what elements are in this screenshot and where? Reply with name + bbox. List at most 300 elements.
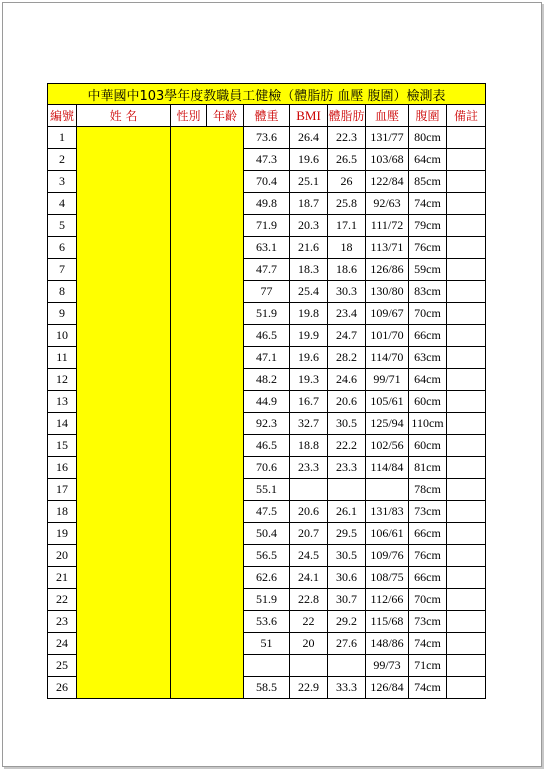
redacted-name-cell: [77, 655, 171, 677]
remarks-cell: [447, 545, 486, 567]
blood-pressure-cell: 92/63: [366, 193, 409, 215]
redacted-age-cell: [207, 193, 244, 215]
redacted-gender-cell: [171, 347, 207, 369]
redacted-age-cell: [207, 369, 244, 391]
table-row: [48, 303, 486, 325]
bmi-cell: 24.5: [290, 545, 328, 567]
table-row: [48, 479, 486, 501]
body-fat-cell: 29.5: [328, 523, 366, 545]
health-check-sheet: [47, 83, 486, 699]
body-fat-cell: 25.8: [328, 193, 366, 215]
header-age: 年齡: [207, 105, 244, 127]
weight-cell: 47.3: [244, 149, 290, 171]
redacted-name-cell: [77, 391, 171, 413]
row-number-cell: 1: [48, 127, 77, 149]
body-fat-cell: 30.5: [328, 545, 366, 567]
header-bmi: BMI: [290, 105, 328, 127]
blood-pressure-cell: 102/56: [366, 435, 409, 457]
blood-pressure-cell: 126/86: [366, 259, 409, 281]
body-fat-cell: 22.2: [328, 435, 366, 457]
redacted-gender-cell: [171, 611, 207, 633]
table-row: [48, 259, 486, 281]
bmi-cell: 22.8: [290, 589, 328, 611]
bmi-cell: 32.7: [290, 413, 328, 435]
blood-pressure-cell: [366, 479, 409, 501]
row-number-cell: 2: [48, 149, 77, 171]
redacted-gender-cell: [171, 193, 207, 215]
redacted-name-cell: [77, 193, 171, 215]
title-row: [48, 84, 486, 105]
waist-cell: 60cm: [409, 435, 447, 457]
blood-pressure-cell: 99/73: [366, 655, 409, 677]
header-weight: 體重: [244, 105, 290, 127]
table-row: [48, 457, 486, 479]
row-number-cell: 26: [48, 677, 77, 699]
redacted-name-cell: [77, 589, 171, 611]
redacted-name-cell: [77, 545, 171, 567]
waist-cell: 63cm: [409, 347, 447, 369]
redacted-name-cell: [77, 633, 171, 655]
blood-pressure-cell: 101/70: [366, 325, 409, 347]
redacted-age-cell: [207, 633, 244, 655]
remarks-cell: [447, 149, 486, 171]
bmi-cell: [290, 655, 328, 677]
body-fat-cell: 30.5: [328, 413, 366, 435]
body-fat-cell: 24.7: [328, 325, 366, 347]
remarks-cell: [447, 171, 486, 193]
table-row: [48, 171, 486, 193]
table-row: [48, 501, 486, 523]
redacted-gender-cell: [171, 171, 207, 193]
header-row: [48, 105, 486, 127]
bmi-cell: 18.3: [290, 259, 328, 281]
table-row: [48, 633, 486, 655]
redacted-age-cell: [207, 501, 244, 523]
bmi-cell: 19.9: [290, 325, 328, 347]
body-fat-cell: 30.7: [328, 589, 366, 611]
waist-cell: 81cm: [409, 457, 447, 479]
weight-cell: 70.4: [244, 171, 290, 193]
blood-pressure-cell: 130/80: [366, 281, 409, 303]
weight-cell: 47.5: [244, 501, 290, 523]
weight-cell: 50.4: [244, 523, 290, 545]
redacted-gender-cell: [171, 369, 207, 391]
blood-pressure-cell: 114/84: [366, 457, 409, 479]
waist-cell: 70cm: [409, 589, 447, 611]
waist-cell: 79cm: [409, 215, 447, 237]
waist-cell: 64cm: [409, 149, 447, 171]
table-row: [48, 391, 486, 413]
body-fat-cell: 23.4: [328, 303, 366, 325]
redacted-gender-cell: [171, 391, 207, 413]
row-number-cell: 16: [48, 457, 77, 479]
redacted-age-cell: [207, 677, 244, 699]
weight-cell: 47.7: [244, 259, 290, 281]
redacted-name-cell: [77, 479, 171, 501]
redacted-gender-cell: [171, 567, 207, 589]
redacted-gender-cell: [171, 523, 207, 545]
waist-cell: 60cm: [409, 391, 447, 413]
row-number-cell: 17: [48, 479, 77, 501]
bmi-cell: 16.7: [290, 391, 328, 413]
row-number-cell: 3: [48, 171, 77, 193]
remarks-cell: [447, 127, 486, 149]
bmi-cell: 24.1: [290, 567, 328, 589]
blood-pressure-cell: 109/76: [366, 545, 409, 567]
blood-pressure-cell: 131/83: [366, 501, 409, 523]
row-number-cell: 4: [48, 193, 77, 215]
body-fat-cell: 24.6: [328, 369, 366, 391]
row-number-cell: 5: [48, 215, 77, 237]
redacted-name-cell: [77, 237, 171, 259]
weight-cell: 77: [244, 281, 290, 303]
weight-cell: 47.1: [244, 347, 290, 369]
table-row: [48, 369, 486, 391]
body-fat-cell: 28.2: [328, 347, 366, 369]
redacted-gender-cell: [171, 413, 207, 435]
blood-pressure-cell: 114/70: [366, 347, 409, 369]
table-row: [48, 149, 486, 171]
row-number-cell: 11: [48, 347, 77, 369]
waist-cell: 76cm: [409, 237, 447, 259]
redacted-gender-cell: [171, 281, 207, 303]
weight-cell: 49.8: [244, 193, 290, 215]
weight-cell: 55.1: [244, 479, 290, 501]
redacted-age-cell: [207, 413, 244, 435]
redacted-gender-cell: [171, 589, 207, 611]
redacted-gender-cell: [171, 127, 207, 149]
remarks-cell: [447, 303, 486, 325]
redacted-age-cell: [207, 457, 244, 479]
blood-pressure-cell: 126/84: [366, 677, 409, 699]
redacted-name-cell: [77, 325, 171, 347]
remarks-cell: [447, 259, 486, 281]
redacted-name-cell: [77, 369, 171, 391]
weight-cell: 92.3: [244, 413, 290, 435]
table-row: [48, 281, 486, 303]
weight-cell: 48.2: [244, 369, 290, 391]
body-fat-cell: 30.6: [328, 567, 366, 589]
redacted-age-cell: [207, 325, 244, 347]
health-check-table: [47, 83, 486, 699]
bmi-cell: 20.3: [290, 215, 328, 237]
bmi-cell: 25.4: [290, 281, 328, 303]
redacted-age-cell: [207, 215, 244, 237]
weight-cell: 71.9: [244, 215, 290, 237]
redacted-age-cell: [207, 589, 244, 611]
weight-cell: 51.9: [244, 589, 290, 611]
blood-pressure-cell: 109/67: [366, 303, 409, 325]
table-row: [48, 215, 486, 237]
redacted-age-cell: [207, 149, 244, 171]
row-number-cell: 13: [48, 391, 77, 413]
blood-pressure-cell: 106/61: [366, 523, 409, 545]
redacted-name-cell: [77, 347, 171, 369]
body-fat-cell: 26.5: [328, 149, 366, 171]
row-number-cell: 20: [48, 545, 77, 567]
remarks-cell: [447, 193, 486, 215]
waist-cell: 85cm: [409, 171, 447, 193]
weight-cell: 56.5: [244, 545, 290, 567]
blood-pressure-cell: 103/68: [366, 149, 409, 171]
row-number-cell: 14: [48, 413, 77, 435]
redacted-gender-cell: [171, 435, 207, 457]
waist-cell: 66cm: [409, 325, 447, 347]
row-number-cell: 6: [48, 237, 77, 259]
redacted-name-cell: [77, 281, 171, 303]
bmi-cell: 20: [290, 633, 328, 655]
weight-cell: 51: [244, 633, 290, 655]
table-row: [48, 435, 486, 457]
redacted-name-cell: [77, 215, 171, 237]
bmi-cell: 20.7: [290, 523, 328, 545]
header-no: 編號: [48, 105, 77, 127]
remarks-cell: [447, 655, 486, 677]
row-number-cell: 23: [48, 611, 77, 633]
waist-cell: 74cm: [409, 193, 447, 215]
redacted-name-cell: [77, 523, 171, 545]
body-fat-cell: 30.3: [328, 281, 366, 303]
remarks-cell: [447, 435, 486, 457]
redacted-name-cell: [77, 435, 171, 457]
row-number-cell: 10: [48, 325, 77, 347]
blood-pressure-cell: 113/71: [366, 237, 409, 259]
weight-cell: 46.5: [244, 435, 290, 457]
bmi-cell: 22.9: [290, 677, 328, 699]
bmi-cell: 18.7: [290, 193, 328, 215]
redacted-age-cell: [207, 171, 244, 193]
remarks-cell: [447, 479, 486, 501]
redacted-age-cell: [207, 347, 244, 369]
waist-cell: 66cm: [409, 523, 447, 545]
weight-cell: 73.6: [244, 127, 290, 149]
header-blood-pressure: 血壓: [366, 105, 409, 127]
redacted-gender-cell: [171, 501, 207, 523]
redacted-age-cell: [207, 435, 244, 457]
remarks-cell: [447, 281, 486, 303]
bmi-cell: 22: [290, 611, 328, 633]
waist-cell: 74cm: [409, 633, 447, 655]
table-row: [48, 611, 486, 633]
table-row: [48, 347, 486, 369]
blood-pressure-cell: 131/77: [366, 127, 409, 149]
redacted-gender-cell: [171, 677, 207, 699]
redacted-name-cell: [77, 127, 171, 149]
table-row: [48, 677, 486, 699]
remarks-cell: [447, 611, 486, 633]
row-number-cell: 19: [48, 523, 77, 545]
table-row: [48, 589, 486, 611]
row-number-cell: 15: [48, 435, 77, 457]
remarks-cell: [447, 413, 486, 435]
redacted-name-cell: [77, 303, 171, 325]
waist-cell: 74cm: [409, 677, 447, 699]
redacted-gender-cell: [171, 545, 207, 567]
table-row: [48, 523, 486, 545]
redacted-name-cell: [77, 457, 171, 479]
blood-pressure-cell: 99/71: [366, 369, 409, 391]
bmi-cell: 20.6: [290, 501, 328, 523]
waist-cell: 73cm: [409, 611, 447, 633]
weight-cell: [244, 655, 290, 677]
row-number-cell: 25: [48, 655, 77, 677]
weight-cell: 44.9: [244, 391, 290, 413]
row-number-cell: 7: [48, 259, 77, 281]
remarks-cell: [447, 523, 486, 545]
body-fat-cell: 20.6: [328, 391, 366, 413]
redacted-age-cell: [207, 545, 244, 567]
blood-pressure-cell: 148/86: [366, 633, 409, 655]
redacted-gender-cell: [171, 633, 207, 655]
weight-cell: 58.5: [244, 677, 290, 699]
row-number-cell: 21: [48, 567, 77, 589]
redacted-name-cell: [77, 677, 171, 699]
redacted-gender-cell: [171, 457, 207, 479]
redacted-gender-cell: [171, 303, 207, 325]
header-waist: 腹圍: [409, 105, 447, 127]
row-number-cell: 18: [48, 501, 77, 523]
blood-pressure-cell: 115/68: [366, 611, 409, 633]
bmi-cell: 21.6: [290, 237, 328, 259]
redacted-age-cell: [207, 127, 244, 149]
bmi-cell: 19.6: [290, 347, 328, 369]
remarks-cell: [447, 457, 486, 479]
weight-cell: 46.5: [244, 325, 290, 347]
redacted-name-cell: [77, 149, 171, 171]
waist-cell: 64cm: [409, 369, 447, 391]
weight-cell: 53.6: [244, 611, 290, 633]
table-row: [48, 567, 486, 589]
waist-cell: 83cm: [409, 281, 447, 303]
remarks-cell: [447, 325, 486, 347]
bmi-cell: 25.1: [290, 171, 328, 193]
body-fat-cell: 29.2: [328, 611, 366, 633]
table-row: [48, 325, 486, 347]
remarks-cell: [447, 589, 486, 611]
body-fat-cell: 26.1: [328, 501, 366, 523]
weight-cell: 62.6: [244, 567, 290, 589]
header-name: 姓 名: [77, 105, 171, 127]
bmi-cell: 18.8: [290, 435, 328, 457]
redacted-age-cell: [207, 281, 244, 303]
remarks-cell: [447, 567, 486, 589]
remarks-cell: [447, 215, 486, 237]
redacted-gender-cell: [171, 259, 207, 281]
redacted-gender-cell: [171, 325, 207, 347]
weight-cell: 51.9: [244, 303, 290, 325]
weight-cell: 70.6: [244, 457, 290, 479]
blood-pressure-cell: 111/72: [366, 215, 409, 237]
redacted-name-cell: [77, 567, 171, 589]
row-number-cell: 9: [48, 303, 77, 325]
row-number-cell: 8: [48, 281, 77, 303]
bmi-cell: 19.8: [290, 303, 328, 325]
redacted-gender-cell: [171, 479, 207, 501]
redacted-age-cell: [207, 611, 244, 633]
redacted-age-cell: [207, 303, 244, 325]
waist-cell: 66cm: [409, 567, 447, 589]
row-number-cell: 24: [48, 633, 77, 655]
body-fat-cell: [328, 655, 366, 677]
waist-cell: 59cm: [409, 259, 447, 281]
redacted-name-cell: [77, 171, 171, 193]
header-gender: 性別: [171, 105, 207, 127]
table-row: [48, 413, 486, 435]
table-row: [48, 655, 486, 677]
body-fat-cell: 22.3: [328, 127, 366, 149]
redacted-age-cell: [207, 655, 244, 677]
weight-cell: 63.1: [244, 237, 290, 259]
bmi-cell: [290, 479, 328, 501]
body-fat-cell: 23.3: [328, 457, 366, 479]
waist-cell: 80cm: [409, 127, 447, 149]
remarks-cell: [447, 237, 486, 259]
blood-pressure-cell: 105/61: [366, 391, 409, 413]
redacted-name-cell: [77, 501, 171, 523]
redacted-age-cell: [207, 567, 244, 589]
redacted-gender-cell: [171, 149, 207, 171]
body-fat-cell: 27.6: [328, 633, 366, 655]
remarks-cell: [447, 369, 486, 391]
table-body: [48, 127, 486, 699]
redacted-gender-cell: [171, 237, 207, 259]
sheet-title: 中華國中103學年度教職員工健檢（體脂肪 血壓 腹圍）檢測表: [48, 84, 486, 105]
blood-pressure-cell: 122/84: [366, 171, 409, 193]
redacted-age-cell: [207, 259, 244, 281]
table-row: [48, 193, 486, 215]
table-row: [48, 127, 486, 149]
body-fat-cell: 33.3: [328, 677, 366, 699]
waist-cell: 78cm: [409, 479, 447, 501]
header-body-fat: 體脂肪: [328, 105, 366, 127]
body-fat-cell: 26: [328, 171, 366, 193]
blood-pressure-cell: 125/94: [366, 413, 409, 435]
body-fat-cell: 18.6: [328, 259, 366, 281]
redacted-name-cell: [77, 259, 171, 281]
redacted-name-cell: [77, 611, 171, 633]
waist-cell: 73cm: [409, 501, 447, 523]
waist-cell: 76cm: [409, 545, 447, 567]
remarks-cell: [447, 633, 486, 655]
bmi-cell: 26.4: [290, 127, 328, 149]
table-row: [48, 545, 486, 567]
redacted-age-cell: [207, 479, 244, 501]
remarks-cell: [447, 347, 486, 369]
remarks-cell: [447, 501, 486, 523]
header-remarks: 備註: [447, 105, 486, 127]
row-number-cell: 12: [48, 369, 77, 391]
waist-cell: 71cm: [409, 655, 447, 677]
waist-cell: 70cm: [409, 303, 447, 325]
remarks-cell: [447, 677, 486, 699]
remarks-cell: [447, 391, 486, 413]
blood-pressure-cell: 112/66: [366, 589, 409, 611]
redacted-age-cell: [207, 237, 244, 259]
bmi-cell: 19.6: [290, 149, 328, 171]
redacted-gender-cell: [171, 655, 207, 677]
waist-cell: 110cm: [409, 413, 447, 435]
bmi-cell: 23.3: [290, 457, 328, 479]
body-fat-cell: [328, 479, 366, 501]
bmi-cell: 19.3: [290, 369, 328, 391]
body-fat-cell: 18: [328, 237, 366, 259]
table-row: [48, 237, 486, 259]
redacted-age-cell: [207, 523, 244, 545]
row-number-cell: 22: [48, 589, 77, 611]
blood-pressure-cell: 108/75: [366, 567, 409, 589]
redacted-name-cell: [77, 413, 171, 435]
redacted-gender-cell: [171, 215, 207, 237]
